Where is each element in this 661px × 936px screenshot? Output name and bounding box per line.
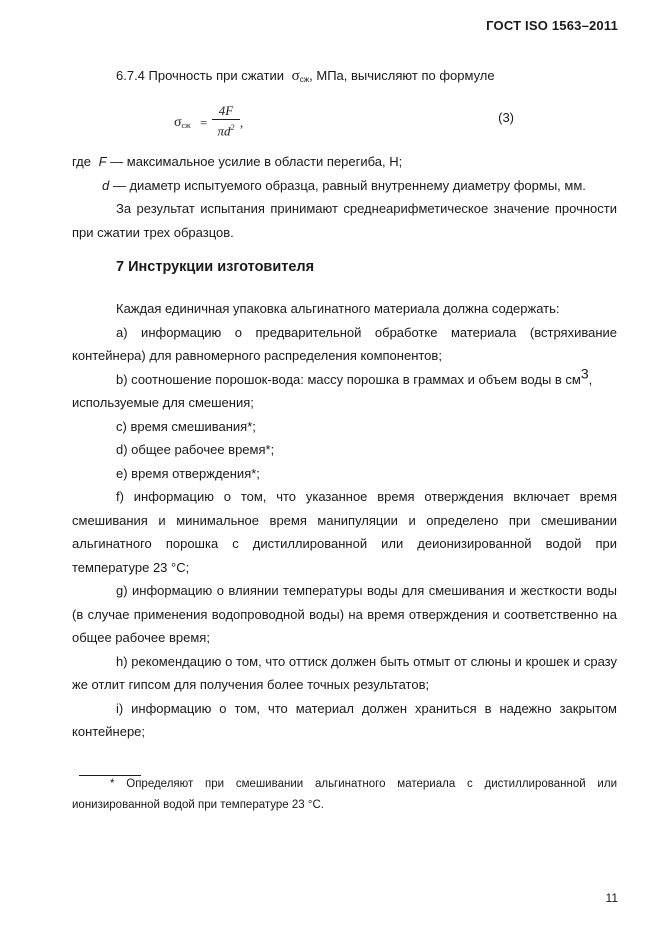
formula-denominator-base: πd bbox=[217, 123, 231, 139]
formula-subscript: сж bbox=[181, 121, 191, 130]
item-c: c) время смешивания*; bbox=[116, 418, 256, 434]
page-number: 11 bbox=[605, 891, 618, 905]
where-block bbox=[72, 150, 617, 244]
item-b-superscript: 3 bbox=[580, 365, 589, 382]
clause-6-7-4-text bbox=[72, 64, 617, 90]
formula-fraction bbox=[212, 104, 240, 139]
section-7-title: 7 Инструкции изготовителя bbox=[116, 259, 315, 275]
formula-3 bbox=[72, 104, 617, 144]
footnote bbox=[72, 774, 617, 816]
formula-lhs bbox=[174, 115, 191, 131]
clause-6-7-4 bbox=[72, 64, 617, 90]
formula-numerator: 4F bbox=[212, 104, 240, 120]
clause-6-7-4-suffix: , МПа, вычисляют по формуле bbox=[309, 68, 495, 83]
formula-denominator bbox=[212, 120, 240, 139]
item-b-tail: , используемые для смешения; bbox=[72, 371, 593, 410]
item-i: i) информацию о том, что материал должен храниться в надежно закрытом контейнере; bbox=[72, 700, 617, 739]
clause-6-7-4-prefix: 6.7.4 Прочность при сжатии bbox=[116, 68, 284, 83]
formula-sigma: σ bbox=[174, 115, 182, 130]
where-d-text: — диаметр испытуемого образца, равный внутреннему диаметру формы, мм. bbox=[112, 177, 586, 193]
sigma-subscript: сж bbox=[299, 75, 310, 84]
where-d-symbol: d bbox=[102, 177, 110, 193]
standard-header: ГОСТ ISO 1563–2011 bbox=[486, 18, 618, 33]
where-d-line bbox=[72, 174, 617, 198]
section-7-intro: Каждая единичная упаковка альгинатного материала должна содержать: bbox=[116, 301, 560, 316]
formula-number: (3) bbox=[498, 110, 514, 125]
item-d: d) общее рабочее время*; bbox=[116, 442, 275, 457]
where-f-text: — максимальное усилие в области перегиба, Н; bbox=[110, 154, 403, 169]
footnote-text: * Определяют при смешивании альгинатного материала с дистиллированной или ионизированной водой при температуре 23 °C. bbox=[72, 778, 617, 811]
where-prefix: где bbox=[72, 154, 91, 169]
item-h: h) рекомендацию о том, что оттиск должен быть отмыт от слюны и крошек и сразу же отлит гипсом для получения более точных результатов; bbox=[72, 653, 617, 692]
item-b bbox=[72, 365, 617, 415]
where-f-symbol: F bbox=[98, 154, 107, 169]
item-a: a) информацию о предварительной обработке материала (встряхивание контейнера) для равномерного распределения компонентов; bbox=[72, 324, 617, 363]
item-b-main: b) соотношение порошок-вода: массу порошка в граммах и объем воды в см bbox=[116, 371, 581, 387]
formula-denominator-exp: 2 bbox=[230, 123, 235, 132]
item-e: e) время отверждения*; bbox=[116, 465, 260, 481]
formula-equals: = bbox=[200, 115, 208, 130]
item-g: g) информацию о влиянии температуры воды для смешивания и жесткости воды (в случае применения водопроводной воды) на время отверждения и соответственно на общее рабочее время; bbox=[72, 583, 617, 645]
sigma-symbol: σ bbox=[291, 68, 300, 84]
formula-comma: , bbox=[240, 115, 244, 130]
item-f: f) информацию о том, что указанное время отверждения включает время смешивания и минимальное время манипуляции и определено при смешивании альгинатного порошка с дистиллированной или деионизированной водой при температуре 23 °C; bbox=[72, 489, 617, 575]
result-paragraph: За результат испытания принимают среднеарифметическое значение прочности при сжатии трех образцов. bbox=[72, 201, 617, 240]
section-7-body bbox=[72, 297, 617, 744]
where-f-line bbox=[72, 150, 617, 174]
